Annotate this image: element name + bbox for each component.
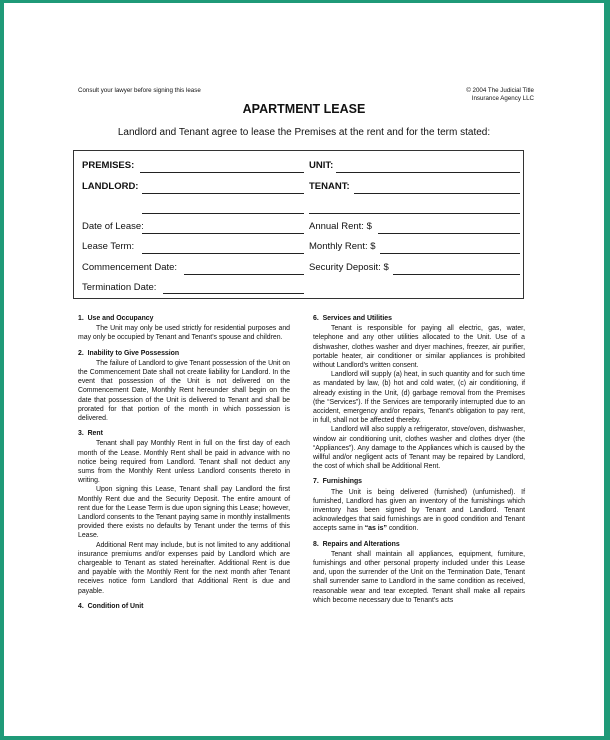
monthly-rent-line[interactable] bbox=[380, 253, 520, 254]
section-8-text: Tenant shall maintain all appliances, equipment, furniture, furnishings and other personal property included under this Lease and, upon the surrender of the Unit on the Termination Date, Tenant shall surrender same to Landlord in the same condition as received, reasonable wear and tear excepted. Tenant shall make all repairs which become necessary due to Tenant's acts bbox=[313, 550, 525, 604]
section-2-heading: 2. Inability to Give Possession bbox=[78, 349, 180, 357]
security-deposit-line[interactable] bbox=[393, 274, 520, 275]
copyright-note bbox=[444, 87, 534, 103]
security-deposit-label: Security Deposit: $ bbox=[309, 262, 389, 273]
commencement-date-line[interactable] bbox=[184, 274, 304, 275]
section-6-text-2: Landlord will supply (a) heat, in such quantity and for such time as mandated by law, (b) hot and cold water, (c) air conditioning, if already existing in the Unit, (d) garbage removal from the Premises (the “Services”). If the Services are temporarily interrupted due to an accident, emergency and/or repairs, Tenant's obligation to pay rent, in full, shall not be affected thereby. bbox=[313, 371, 525, 425]
tenant-label: TENANT: bbox=[309, 181, 350, 192]
section-4-heading: 4. Condition of Unit bbox=[78, 602, 144, 610]
tenant-line[interactable] bbox=[354, 193, 520, 194]
section-6-text-3: Landlord will also supply a refrigerator, stove/oven, dishwasher, window air conditioning unit, clothes washer and clothes dryer (the “Appliances”). Any damage to the Appliances which is caused by the willful and/or negligent acts of Tenant may be repaired by Landlord, the cost of which shall be Additional Rent. bbox=[313, 426, 525, 471]
left-column bbox=[78, 314, 290, 612]
section-2-text: The failure of Landlord to give Tenant possession of the Unit on the Commencement Date shall not create liability for Landlord. In the event that possession of the Unit is not delivered on the Commencement Date, Monthly Rent hereunder shall begin on the date that possession of the Unit is delivered to Tenant and shall be prorated for that portion of the month in which possession is delivered. bbox=[78, 359, 290, 423]
section-7-heading: 7. Furnishings bbox=[313, 478, 363, 486]
as-is-emphasis: “as is” bbox=[364, 525, 387, 533]
document-title: APARTMENT LEASE bbox=[242, 102, 366, 116]
landlord-label: LANDLORD: bbox=[82, 181, 139, 192]
right-column bbox=[313, 314, 525, 605]
monthly-rent-label: Monthly Rent: $ bbox=[309, 241, 376, 252]
lease-term-label: Lease Term: bbox=[82, 241, 135, 252]
commencement-date-label: Commencement Date: bbox=[82, 262, 178, 273]
section-7-text-c: condition. bbox=[386, 525, 419, 533]
premises-line[interactable] bbox=[140, 172, 304, 173]
section-6-heading: 6. Services and Utilities bbox=[313, 315, 392, 322]
landlord-line-2[interactable] bbox=[142, 213, 304, 214]
section-7-text-a: The Unit is being delivered (furnished) (unfurnished). If furnished, Landlord has given an inventory of the furnishings which inventory has been signed by Tenant and Landlord. Tenant acknowledges that said furnishings are in good condition and Tenant accepts same in bbox=[313, 488, 525, 533]
lease-page bbox=[4, 3, 604, 736]
document-subtitle: Landlord and Tenant agree to lease the Premises at the rent and for the term stated: bbox=[117, 127, 491, 138]
annual-rent-label: Annual Rent: $ bbox=[309, 221, 372, 232]
date-of-lease-label: Date of Lease: bbox=[82, 221, 144, 232]
section-1-heading: 1. Use and Occupancy bbox=[78, 315, 154, 322]
annual-rent-line[interactable] bbox=[378, 233, 520, 234]
landlord-line[interactable] bbox=[142, 193, 304, 194]
section-3-text-1: Tenant shall pay Monthly Rent in full on the first day of each month of the Lease. Monthly Rent shall be paid in advance with no notice being required from Landlord. Tenant shall not deduct any sums from the Monthly Rent unless Landlord consents thereto in writing. bbox=[78, 440, 290, 485]
section-6-text-1: Tenant is responsible for paying all electric, gas, water, telephone and any other utilities allocated to the Unit. Use of a dishwasher, clothes washer and dryer machines, freezer, air purifier, portable heater, air conditioner or similar appliances is prohibited without Landlord's written consent. bbox=[313, 325, 525, 370]
section-8-heading: 8. Repairs and Alterations bbox=[313, 540, 400, 548]
lease-term-line[interactable] bbox=[142, 253, 304, 254]
unit-line[interactable] bbox=[336, 172, 520, 173]
lawyer-note: Consult your lawyer before signing this lease bbox=[78, 87, 201, 94]
termination-date-label: Termination Date: bbox=[82, 282, 157, 293]
section-1-text: The Unit may only be used strictly for residential purposes and may only be occupied by Tenant and Tenant's spouse and children. bbox=[78, 325, 290, 342]
section-3-heading: 3. Rent bbox=[78, 430, 103, 438]
section-7-text bbox=[313, 488, 525, 534]
section-3-text-3: Additional Rent may include, but is not limited to any additional insurance premiums and/or expenses paid by Landlord which are chargeable to Tenant as stated hereinafter. Additional Rent is due and payable with the Monthly Rent for the next month after Tenant receives notice form Landlord that Additional Rent is due and payable. bbox=[78, 541, 290, 595]
unit-label: UNIT: bbox=[309, 160, 334, 171]
lease-terms-box bbox=[73, 150, 524, 299]
copyright-line-2: Insurance Agency LLC bbox=[471, 95, 534, 102]
section-3-text-2: Upon signing this Lease, Tenant shall pay Landlord the first Monthly Rent due and the Security Deposit. The entire amount of rent due for the Lease Term is due upon signing this Lease; however, Landlord consents to the Tenant paying same in monthly installments provided there exists no defaults by Tenant under the terms of this Lease. bbox=[78, 486, 290, 540]
premises-label: PREMISES: bbox=[82, 160, 135, 171]
tenant-line-2[interactable] bbox=[309, 213, 520, 214]
termination-date-line[interactable] bbox=[163, 293, 304, 294]
copyright-line-1: © 2004 The Judicial Title bbox=[466, 87, 534, 94]
date-of-lease-line[interactable] bbox=[142, 233, 304, 234]
